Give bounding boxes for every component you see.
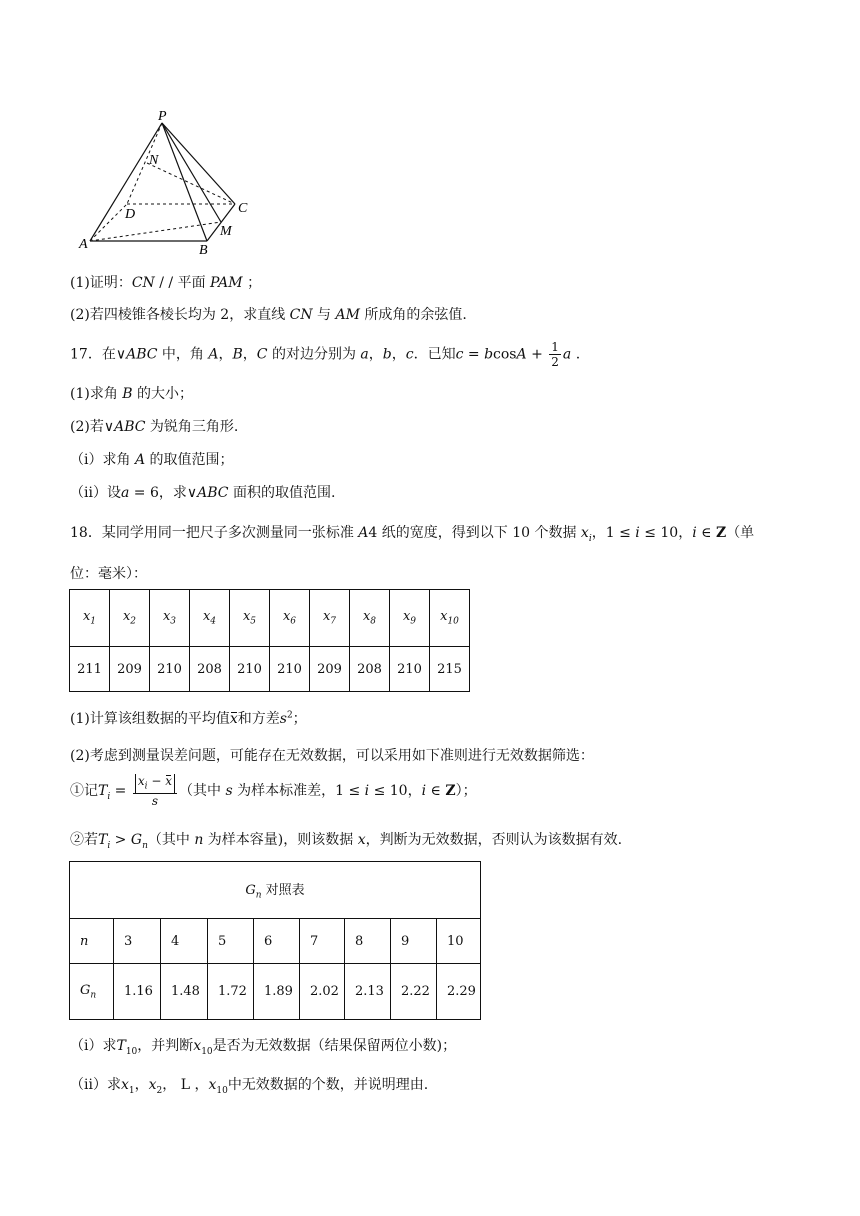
n-cell: 5: [208, 919, 254, 964]
q16-part2: (2)若四棱锥各棱长均为 2，求直线 CN 与 AM 所成角的余弦值.: [70, 307, 467, 323]
g-cell: 2.02: [300, 964, 345, 1020]
edge-PM: [162, 123, 221, 222]
q18-part1: (1)计算该组数据的平均值x和方差$s^2$；: [70, 710, 307, 727]
value-cell: 210: [270, 647, 310, 692]
measurement-header-row: [70, 590, 470, 647]
q18-stem-line1: 18．某同学用同一把尺子多次测量同一张标准 A4 纸的宽度，得到以下 10 个数据 $x_i$，1 ≤ i ≤ 10，i ∈ Z（单: [70, 525, 755, 544]
gn-table-title: $G_n$ 对照表: [70, 862, 481, 919]
fraction-half: $\frac{1}{2}$: [551, 340, 559, 369]
q17-stem: 17．在∨ABC 中，角 A，B，C 的对边分别为 a，b，c．已知c = bcosA + $\frac{1}{2}$ a .: [70, 340, 581, 369]
n-cell: 6: [254, 919, 300, 964]
q16-part1: (1)证明：CN / / 平面 PAM ；: [70, 275, 262, 291]
label-B: B: [199, 243, 208, 258]
gn-table-g-row: [70, 964, 481, 1020]
value-cell: 209: [310, 647, 350, 692]
q17-part1: (1)求角 B 的大小；: [70, 386, 194, 402]
value-cell: 210: [150, 647, 190, 692]
header-cell: $x_1$: [70, 590, 110, 647]
g-cell: 1.89: [254, 964, 300, 1020]
header-cell: $x_6$: [270, 590, 310, 647]
q18-stem-line2: 位：毫米）：: [70, 566, 147, 582]
edge-PB: [162, 123, 207, 241]
g-cell: 2.29: [437, 964, 481, 1020]
g-cell: 1.16: [114, 964, 161, 1020]
gn-table-title-row: [70, 862, 481, 919]
q18-criterion-2: ②若$T_i > G_n$（其中 n 为样本容量)，则该数据 x，判断为无效数据，否则认为该数据有效.: [70, 832, 623, 851]
q18-sub-i: （ⅰ）求$T_{10}$，并判断$x_{10}$是否为无效数据（结果保留两位小数)；: [70, 1038, 457, 1057]
value-cell: 208: [190, 647, 230, 692]
header-cell: $x_8$: [350, 590, 390, 647]
label-A: A: [79, 237, 88, 252]
header-cell: $x_2$: [110, 590, 150, 647]
n-label-cell: n: [70, 919, 114, 964]
g-label-cell: $G_n$: [70, 964, 114, 1020]
n-cell: 3: [114, 919, 161, 964]
q18-criterion-1: ①记$T_i$ = $\frac{x_i - x}{s}$ （其中 s 为样本标准差，1 ≤ i ≤ 10，i ∈ Z）；: [70, 774, 477, 809]
fraction-Ti: $\frac{x_i - x}{s}$: [133, 774, 177, 808]
g-cell: 2.13: [345, 964, 391, 1020]
header-cell: $x_{10}$: [430, 590, 470, 647]
label-D: D: [125, 207, 136, 222]
header-cell: $x_9$: [390, 590, 430, 647]
value-cell: 210: [230, 647, 270, 692]
header-cell: $x_5$: [230, 590, 270, 647]
edge-PA: [90, 123, 162, 241]
value-cell: 209: [110, 647, 150, 692]
value-cell: 210: [390, 647, 430, 692]
label-N: N: [149, 153, 159, 168]
value-cell: 215: [430, 647, 470, 692]
label-M: M: [220, 224, 232, 239]
q17-sub-i: （ⅰ）求角 A 的取值范围；: [70, 452, 234, 468]
g-cell: 1.48: [161, 964, 208, 1020]
q17-sub-ii: （ⅱ）设a = 6，求∨ABC 面积的取值范围.: [70, 485, 336, 501]
n-cell: 10: [437, 919, 481, 964]
value-cell: 208: [350, 647, 390, 692]
pyramid-figure: [75, 105, 265, 265]
n-cell: 8: [345, 919, 391, 964]
q18-part2: (2)考虑到测量误差问题，可能存在无效数据，可以采用如下准则进行无效数据筛选：: [70, 748, 594, 764]
value-cell: 211: [70, 647, 110, 692]
n-cell: 7: [300, 919, 345, 964]
measurement-value-row: [70, 647, 470, 692]
n-cell: 4: [161, 919, 208, 964]
n-cell: 9: [391, 919, 437, 964]
label-C: C: [238, 201, 248, 216]
g-cell: 2.22: [391, 964, 437, 1020]
q18-sub-ii: （ⅱ）求$x_1$，$x_2$， L ，$x_{10}$中无效数据的个数，并说明理由.: [70, 1077, 429, 1096]
gn-reference-table: [69, 861, 481, 1020]
edge-PC: [162, 123, 235, 204]
label-P: P: [158, 109, 167, 124]
q17-part2: (2)若∨ABC 为锐角三角形.: [70, 419, 239, 435]
g-cell: 1.72: [208, 964, 254, 1020]
measurement-table: [69, 589, 470, 692]
header-cell: $x_7$: [310, 590, 350, 647]
gn-table-n-row: [70, 919, 481, 964]
header-cell: $x_4$: [190, 590, 230, 647]
header-cell: $x_3$: [150, 590, 190, 647]
